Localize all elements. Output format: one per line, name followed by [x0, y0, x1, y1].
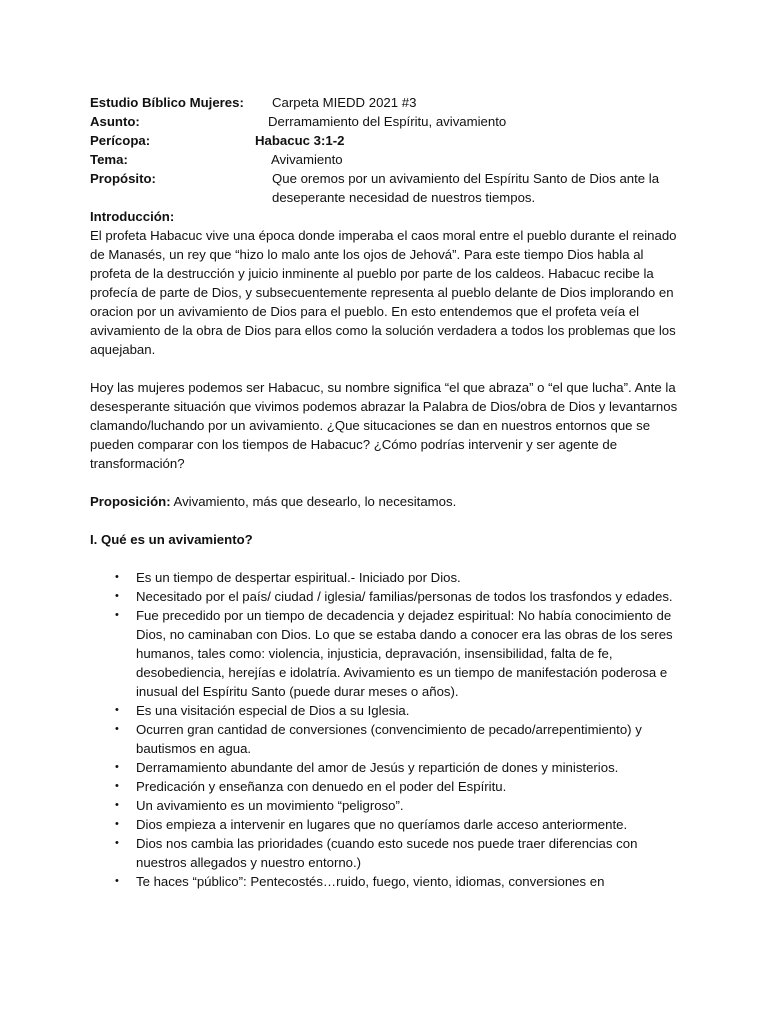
bullet-icon: • — [115, 761, 119, 773]
bullet-icon: • — [115, 799, 119, 811]
meta-row-theme — [90, 150, 690, 169]
list-item-text: Necesitado por el país/ ciudad / iglesia/ familias/personas de todos los trasfondos y edades. — [136, 589, 673, 604]
pericope-value: Habacuc 3:1-2 — [255, 133, 345, 148]
bullet-icon: • — [115, 818, 119, 830]
theme-label: Tema: — [90, 152, 128, 167]
section-1-bullet-list — [90, 568, 685, 891]
meta-row-purpose — [90, 169, 690, 207]
purpose-label: Propósito: — [90, 171, 156, 186]
purpose-value: Que oremos por un avivamiento del Espíritu Santo de Dios ante la deseperante necesidad de nuestros tiempos. — [272, 171, 660, 205]
list-item-text: Es un tiempo de despertar espiritual.- Iniciado por Dios. — [136, 570, 461, 585]
list-item — [90, 777, 685, 796]
list-item — [90, 606, 685, 701]
bullet-icon: • — [115, 837, 119, 849]
meta-row-study — [90, 93, 690, 112]
bullet-icon: • — [115, 571, 119, 583]
list-item — [90, 834, 685, 872]
list-item — [90, 587, 685, 606]
bullet-icon: • — [115, 590, 119, 602]
meta-row-subject — [90, 112, 690, 131]
list-item-text: Dios nos cambia las prioridades (cuando esto sucede nos puede traer diferencias con nuestros allegados y nuestro entorno.) — [136, 836, 638, 870]
list-item-text: Fue precedido por un tiempo de decadencia y dejadez espiritual: No había conocimiento de Dios, no caminaban con Dios. Lo que se estaba dando a conocer era las obras de los seres humanos, tales como: violencia, injusticia, depravación, insensibilidad, falta de fe, desobediencia, herejías e idolatría. Avivamiento es un tiempo de manifestación poderosa e inusual del Espíritu Santo (puede durar meses o años). — [136, 608, 673, 699]
intro-heading: Introducción: — [90, 209, 175, 224]
bullet-icon: • — [115, 723, 119, 735]
list-item-text: Un avivamiento es un movimiento “peligroso”. — [136, 798, 404, 813]
bullet-icon: • — [115, 609, 119, 621]
list-item — [90, 701, 685, 720]
list-item — [90, 568, 685, 587]
proposition — [90, 492, 680, 511]
study-value: Carpeta MIEDD 2021 #3 — [272, 95, 417, 110]
intro-paragraph-2: Hoy las mujeres podemos ser Habacuc, su nombre significa “el que abraza” o “el que lucha”. Ante la desesperante situación que vivimos podemos abrazar la Palabra de Dios/obra de Dios y levantarnos clamando/luchando por un avivamiento. ¿Que situcaciones se dan en nuestros entornos que se pueden comparar con los tiempos de Habacuc? ¿Cómo podrías intervenir y ser agente de transformación? — [90, 380, 678, 471]
subject-label: Asunto: — [90, 114, 140, 129]
intro-paragraph-1: El profeta Habacuc vive una época donde imperaba el caos moral entre el pueblo durante el reinado de Manasés, un rey que “hizo lo malo ante los ojos de Jehová”. Para este tiempo Dios habla al profeta de la destrucción y juicio inminente al pueblo por parte de los caldeos. Habacuc recibe la profecía de parte de Dios, y subsecuentemente representa al pueblo delante de Dios implorando en oracion por un avivamiento de Dios para el pueblo. En esto entendemos que el profeta veía el avivamiento de la obra de Dios para ellos como la solución verdadera a todos los problemas que los aquejaban. — [90, 228, 677, 357]
list-item — [90, 796, 685, 815]
proposition-text: Avivamiento, más que desearlo, lo necesitamos. — [173, 494, 457, 509]
proposition-label: Proposición: — [90, 494, 171, 509]
section-1-heading: I. Qué es un avivamiento? — [90, 532, 253, 547]
pericope-label: Perícopa: — [90, 133, 151, 148]
list-item — [90, 720, 685, 758]
list-item-text: Derramamiento abundante del amor de Jesús y repartición de dones y ministerios. — [136, 760, 619, 775]
list-item-text: Predicación y enseñanza con denuedo en el poder del Espíritu. — [136, 779, 507, 794]
list-item — [90, 872, 685, 891]
bullet-icon: • — [115, 704, 119, 716]
list-item — [90, 815, 685, 834]
theme-value: Avivamiento — [271, 152, 343, 167]
meta-row-pericope — [90, 131, 690, 150]
study-label: Estudio Bíblico Mujeres: — [90, 95, 244, 110]
list-item-text: Dios empieza a intervenir en lugares que no queríamos darle acceso anteriormente. — [136, 817, 628, 832]
list-item-text: Te haces “público”: Pentecostés…ruido, fuego, viento, idiomas, conversiones en — [136, 874, 605, 889]
list-item — [90, 758, 685, 777]
list-item-text: Es una visitación especial de Dios a su Iglesia. — [136, 703, 410, 718]
list-item-text: Ocurren gran cantidad de conversiones (convencimiento de pecado/arrepentimiento) y bautismos en agua. — [136, 722, 642, 756]
subject-value: Derramamiento del Espíritu, avivamiento — [268, 114, 507, 129]
bullet-icon: • — [115, 780, 119, 792]
bullet-icon: • — [115, 875, 119, 887]
